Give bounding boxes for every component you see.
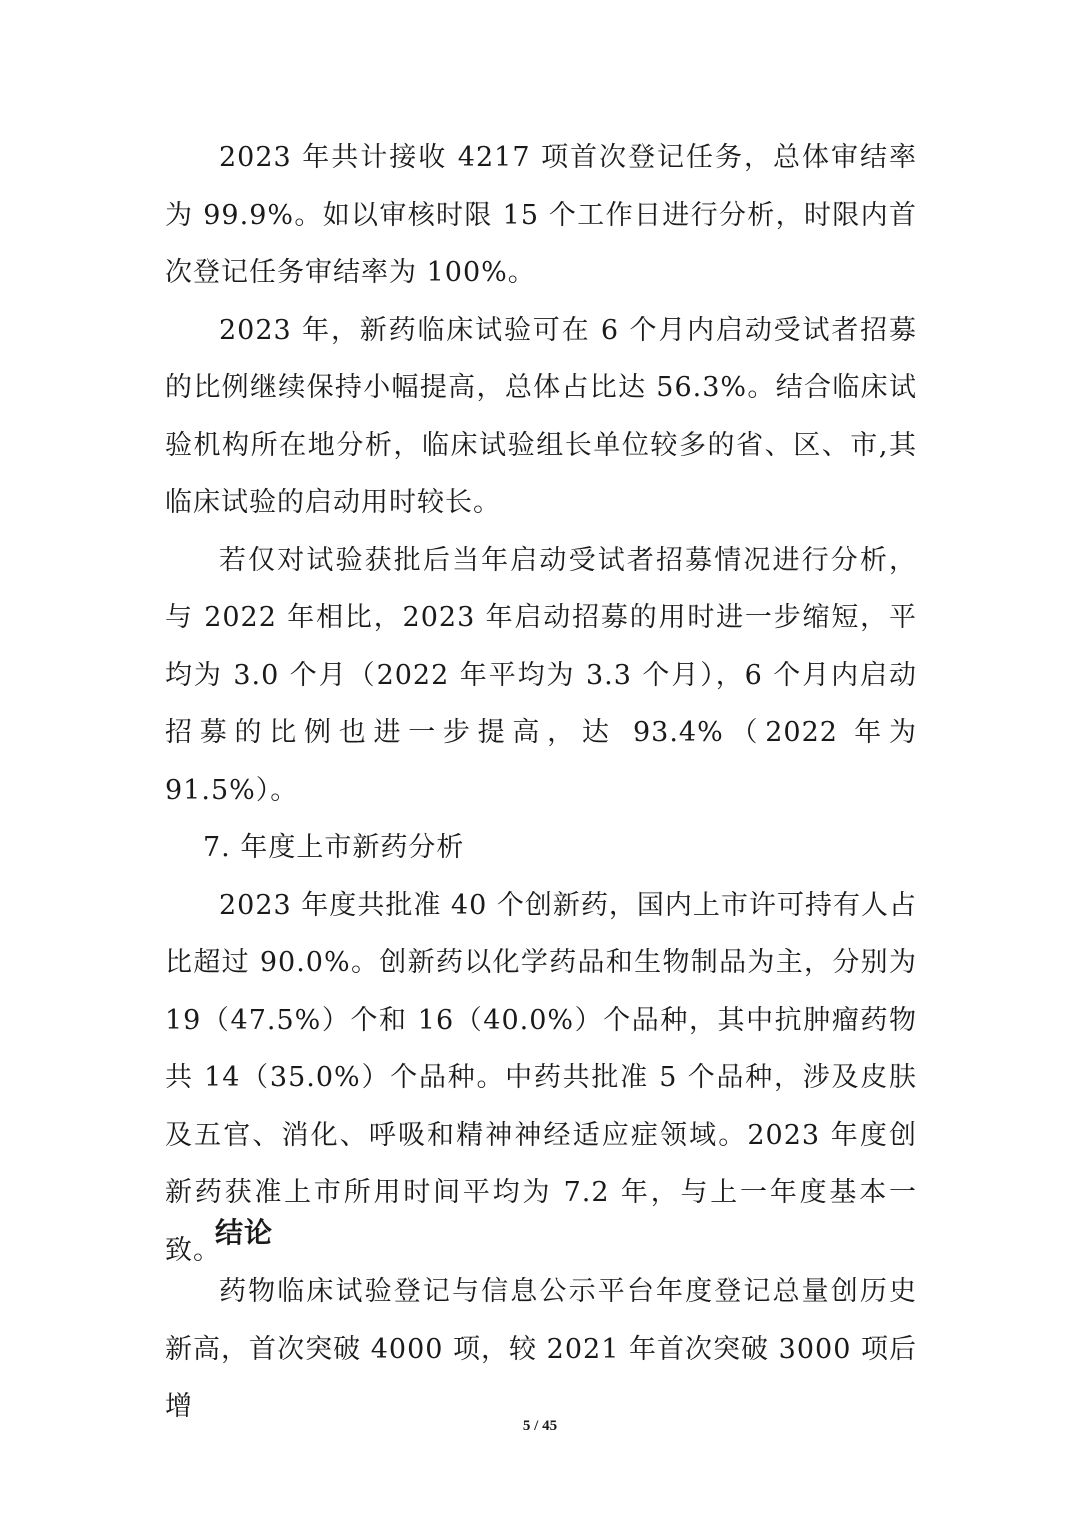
paragraph-recruitment-time: 若仅对试验获批后当年启动受试者招募情况进行分析，与 2022 年相比，2023 年启动招募的用时进一步缩短，平均为 3.0 个月（2022 年平均为 3.3 个月），6 个月内启动招募的比例也进一步提高，达 93.4%（2022 年为 91.5%）。 [165, 544, 917, 806]
conclusion-text-block [165, 1263, 917, 1436]
main-text-block [165, 129, 917, 1279]
paragraph-conclusion: 药物临床试验登记与信息公示平台年度登记总量创历史新高，首次突破 4000 项，较 2021 年首次突破 3000 项后增 [165, 1276, 917, 1422]
conclusion-heading: 结论 [215, 1216, 274, 1249]
subheading-new-drugs: 7. 年度上市新药分析 [203, 832, 465, 863]
paragraph-first-registration: 2023 年共计接收 4217 项首次登记任务，总体审结率为 99.9%。如以审核时限 15 个工作日进行分析，时限内首次登记任务审结率为 100%。 [165, 142, 917, 288]
page-number: 5 / 45 [522, 1418, 558, 1434]
paragraph-recruitment-start: 2023 年，新药临床试验可在 6 个月内启动受试者招募的比例继续保持小幅提高，总体占比达 56.3%。结合临床试验机构所在地分析，临床试验组长单位较多的省、区、市,其临床试验的启动用时较长。 [165, 314, 917, 518]
paragraph-new-drugs: 2023 年度共批准 40 个创新药，国内上市许可持有人占比超过 90.0%。创新药以化学药品和生物制品为主，分别为 19（47.5%）个和 16（40.0%）个品种，其中抗肿瘤药物共 14（35.0%）个品种。中药共批准 5 个品种，涉及皮肤及五官、消化、呼吸和精神神经适应症领域。2023 年度创新药获准上市所用时间平均为 7.2 年，与上一年度基本一致。 [165, 889, 917, 1266]
